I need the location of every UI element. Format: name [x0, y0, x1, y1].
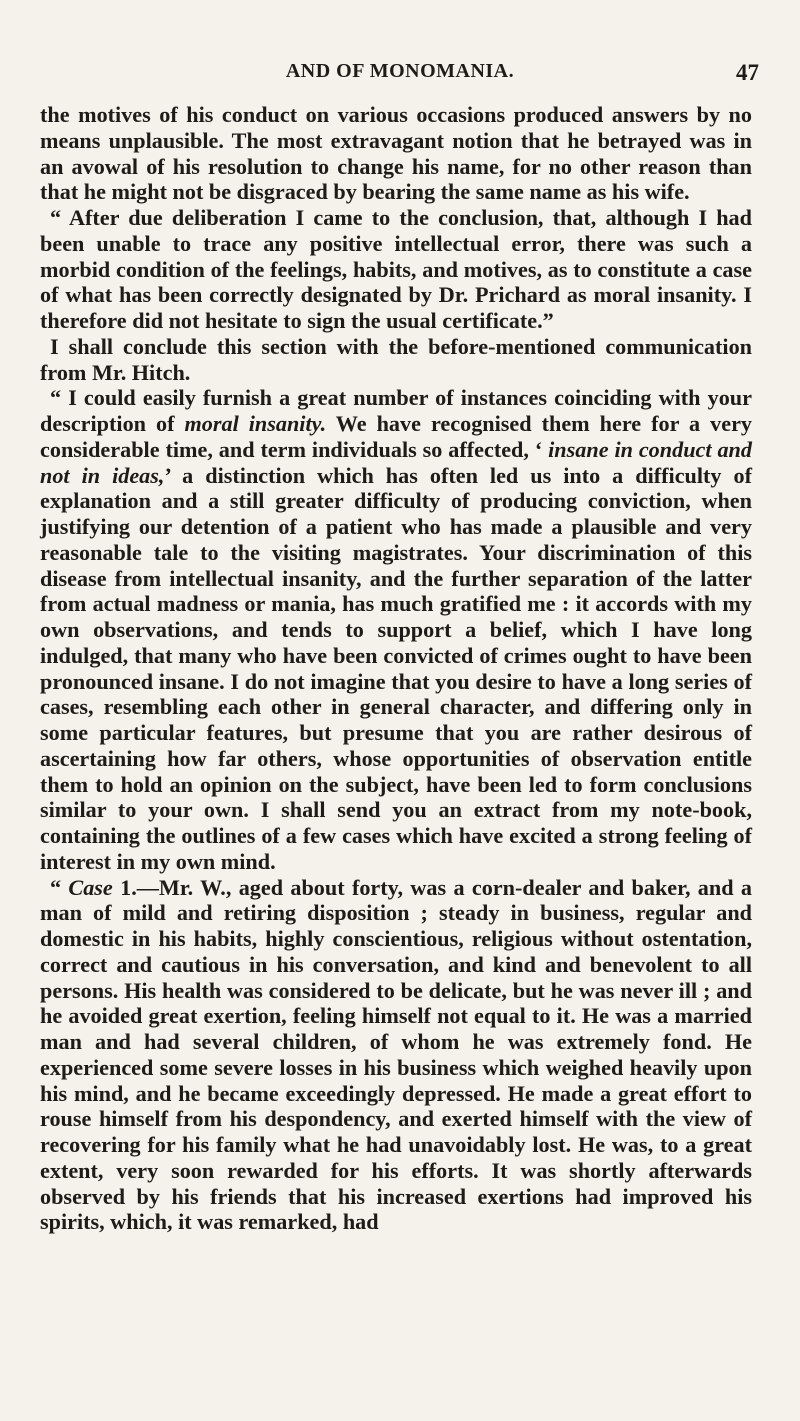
- paragraph-4-part-2: We have recognised them here for a very considerable time, and term individuals so affected, ‘: [40, 411, 753, 462]
- paragraph-4-italic-1: moral insanity.: [184, 411, 327, 436]
- paragraph-4-part-1: “ I could easily furnish a great number of instances coinciding with your description of: [40, 385, 752, 436]
- paragraph-3: I shall conclude this section with the before-mentioned communication from Mr. Hitch.: [40, 333, 752, 385]
- paragraph-2: “ After due deliberation I came to the conclusion, that, although I had been unable to trace any positive intellectual error, there was such a morbid condition of the feelings, habits, and motives, as to constitute a case of what has been correctly designated by Dr. Prichard as moral insanity. I therefore did not hesitate to sign the usual certificate.”: [40, 205, 752, 333]
- running-title: AND OF MONOMANIA.: [285, 60, 515, 82]
- paragraph-1: the motives of his conduct on various occasions produced answers by no means unplausible. The most extravagant notion that he betrayed was in an avowal of his resolution to change his name, for no other reason than that he might not be disgraced by bearing the same name as his wife.: [40, 102, 752, 205]
- running-head: [0, 60, 800, 90]
- paragraph-4-italic-2: insane in conduct and not in ideas,: [40, 436, 752, 488]
- case-label: Case: [68, 874, 113, 900]
- page-number: 47: [736, 60, 759, 85]
- paragraph-5-lead: “: [50, 874, 69, 900]
- paragraph-4: [40, 385, 752, 874]
- body-text: [40, 102, 752, 1235]
- paragraph-5-text: 1.—Mr. W., aged about forty, was a corn-dealer and baker, and a man of mild and retiring disposition ; steady in business, regular and domestic in his habits, highly conscientious, religious without ostentation, correct and cautious in his conversation, and kind and benevolent to all persons. His health was considered to be delicate, but he was never ill ; and he avoided great exertion, feeling himself not equal to it. He was a married man and had several children, of whom he was extremely fond. He experienced some severe losses in his business which weighed heavily upon his mind, and he became exceedingly depressed. He made a great effort to rouse himself from his despondency, and exerted himself with the view of recovering for his family what he had unavoidably lost. He was, to a great extent, very soon rewarded for his efforts. It was shortly afterwards observed by his friends that his increased exertions had improved his spirits, which, it was remarked, had: [40, 874, 752, 1235]
- paragraph-4-part-3: ’ a distinction which has often led us into a difficulty of explanation and a still greater difficulty of producing conviction, when justifying our detention of a patient who has made a plausible and very reasonable tale to the visiting magistrates. Your discrimination of this disease from intellectual insanity, and the further separation of the latter from actual madness or mania, has much gratified me : it accords with my own observations, and tends to support a belief, which I have long indulged, that many who have been convicted of crimes ought to have been pronounced insane. I do not imagine that you desire to have a long series of cases, resembling each other in general character, and differing only in some particular features, but presume that you are rather desirous of ascertaining how far others, whose opportunities of observation entitle them to hold an opinion on the subject, have been led to form conclusions similar to your own. I shall send you an extract from my note-book, containing the outlines of a few cases which have excited a strong feeling of interest in my own mind.: [40, 462, 752, 874]
- paragraph-5: [40, 875, 752, 1236]
